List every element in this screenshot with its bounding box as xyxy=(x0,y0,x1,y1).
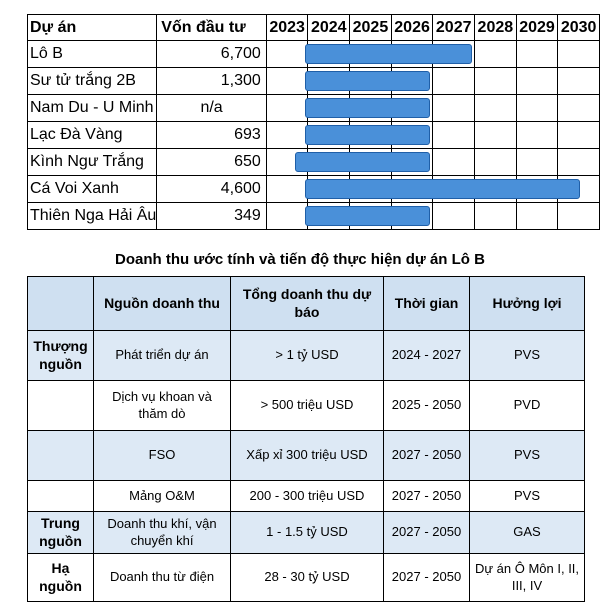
project-investment: 650 xyxy=(157,149,267,176)
project-row xyxy=(28,41,600,68)
revenue-table xyxy=(27,276,585,602)
revenue-source: Mảng O&M xyxy=(94,481,231,512)
year-header: 2025 xyxy=(350,15,392,41)
year-header: 2030 xyxy=(558,15,600,41)
project-name: Thiên Nga Hải Âu xyxy=(28,203,157,230)
revenue-header: Tổng doanh thu dự báo xyxy=(231,277,384,331)
segment-label xyxy=(28,381,94,431)
segment-label: Hạ nguồn xyxy=(28,554,94,602)
revenue-table-title: Doanh thu ước tính và tiến độ thực hiện dự án Lô B xyxy=(115,251,485,268)
segment-label xyxy=(28,431,94,481)
segment-label: Thượng nguồn xyxy=(28,331,94,381)
revenue-period: 2027 - 2050 xyxy=(384,554,470,602)
period-header: Thời gian xyxy=(384,277,470,331)
revenue-period: 2024 - 2027 xyxy=(384,331,470,381)
revenue-period: 2027 - 2050 xyxy=(384,512,470,554)
segment-header xyxy=(28,277,94,331)
revenue-period: 2025 - 2050 xyxy=(384,381,470,431)
revenue-estimate: > 1 tỷ USD xyxy=(231,331,384,381)
revenue-beneficiary: PVD xyxy=(470,381,585,431)
project-row xyxy=(28,95,600,122)
source-header: Nguồn doanh thu xyxy=(94,277,231,331)
revenue-beneficiary: PVS xyxy=(470,481,585,512)
revenue-row xyxy=(28,381,585,431)
investment-header: Vốn đầu tư xyxy=(157,15,267,41)
project-timeline-table xyxy=(27,14,600,230)
revenue-header-row xyxy=(28,277,585,331)
project-row xyxy=(28,149,600,176)
revenue-estimate: 200 - 300 triệu USD xyxy=(231,481,384,512)
revenue-beneficiary: PVS xyxy=(470,331,585,381)
revenue-estimate: Xấp xỉ 300 triệu USD xyxy=(231,431,384,481)
project-header: Dự án xyxy=(28,15,157,41)
revenue-row xyxy=(28,481,585,512)
project-investment: 349 xyxy=(157,203,267,230)
project-row xyxy=(28,122,600,149)
revenue-estimate: 1 - 1.5 tỷ USD xyxy=(231,512,384,554)
revenue-row xyxy=(28,554,585,602)
revenue-estimate: 28 - 30 tỷ USD xyxy=(231,554,384,602)
year-header: 2028 xyxy=(475,15,517,41)
revenue-source: Dịch vụ khoan và thăm dò xyxy=(94,381,231,431)
year-header: 2029 xyxy=(516,15,558,41)
segment-label: Trung nguồn xyxy=(28,512,94,554)
revenue-beneficiary: PVS xyxy=(470,431,585,481)
project-row xyxy=(28,68,600,95)
year-header: 2026 xyxy=(391,15,433,41)
project-name: Kình Ngư Trắng xyxy=(28,149,157,176)
year-header: 2023 xyxy=(266,15,308,41)
revenue-period: 2027 - 2050 xyxy=(384,431,470,481)
project-investment: 4,600 xyxy=(157,176,267,203)
project-name: Lạc Đà Vàng xyxy=(28,122,157,149)
project-investment: 1,300 xyxy=(157,68,267,95)
year-header: 2027 xyxy=(433,15,475,41)
revenue-source: FSO xyxy=(94,431,231,481)
revenue-row xyxy=(28,331,585,381)
project-row xyxy=(28,203,600,230)
project-investment: 693 xyxy=(157,122,267,149)
revenue-beneficiary: GAS xyxy=(470,512,585,554)
project-name: Nam Du - U Minh xyxy=(28,95,157,122)
project-name: Sư tử trắng 2B xyxy=(28,68,157,95)
revenue-source: Doanh thu khí, vận chuyển khí xyxy=(94,512,231,554)
beneficiary-header: Hưởng lợi xyxy=(470,277,585,331)
project-investment: 6,700 xyxy=(157,41,267,68)
project-name: Cá Voi Xanh xyxy=(28,176,157,203)
revenue-estimate: > 500 triệu USD xyxy=(231,381,384,431)
revenue-source: Doanh thu từ điện xyxy=(94,554,231,602)
revenue-source: Phát triển dự án xyxy=(94,331,231,381)
revenue-row xyxy=(28,512,585,554)
revenue-beneficiary: Dự án Ô Môn I, II, III, IV xyxy=(470,554,585,602)
segment-label xyxy=(28,481,94,512)
revenue-period: 2027 - 2050 xyxy=(384,481,470,512)
year-header: 2024 xyxy=(308,15,350,41)
project-name: Lô B xyxy=(28,41,157,68)
project-row xyxy=(28,176,600,203)
project-investment: n/a xyxy=(157,95,267,122)
revenue-row xyxy=(28,431,585,481)
timeline-header-row xyxy=(28,15,600,41)
